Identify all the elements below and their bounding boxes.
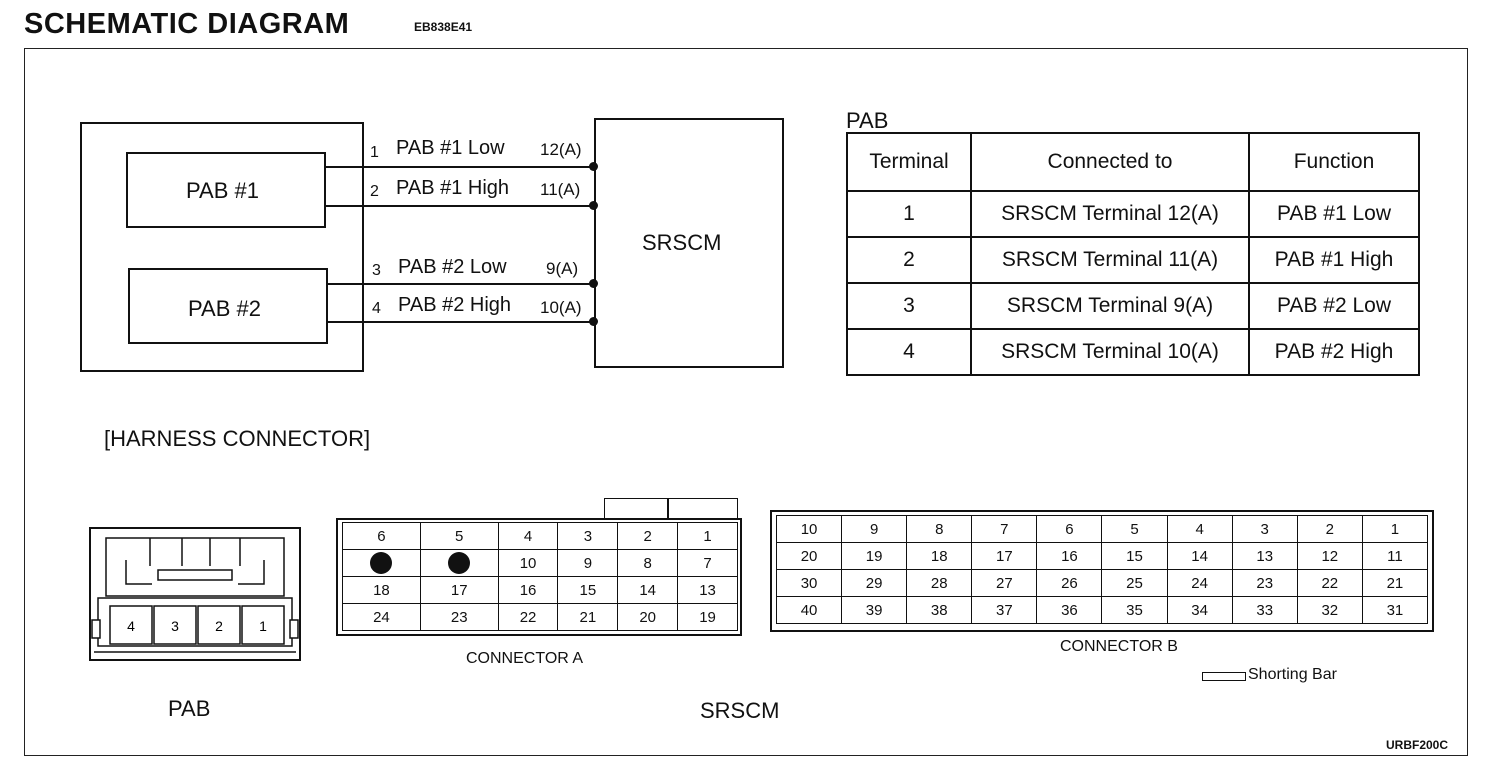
wire-4 bbox=[328, 321, 594, 323]
header-function: Function bbox=[1249, 133, 1419, 191]
connector-a-pin: 19 bbox=[678, 604, 738, 631]
pab2-box bbox=[128, 268, 328, 344]
pab-connector-drawing bbox=[88, 526, 304, 664]
connector-a-pin: 4 bbox=[498, 523, 558, 550]
connector-b-pin: 20 bbox=[777, 543, 842, 570]
connector-a-pin: 20 bbox=[618, 604, 678, 631]
wire-4-name: PAB #2 High bbox=[398, 294, 512, 316]
page-title: SCHEMATIC DIAGRAM bbox=[24, 8, 350, 40]
wire-1-terminal: 12(A) bbox=[540, 140, 582, 159]
wire-3 bbox=[328, 283, 594, 285]
connector-b-pin: 32 bbox=[1297, 597, 1362, 624]
pab1-box bbox=[126, 152, 326, 228]
connector-a-pin: 22 bbox=[498, 604, 558, 631]
connector-b-row bbox=[777, 570, 1428, 597]
terminal-cell: 1 bbox=[847, 191, 971, 237]
wire-2-name: PAB #1 High bbox=[396, 177, 510, 199]
wire-1-name: PAB #1 Low bbox=[396, 137, 505, 159]
connector-b-pin: 8 bbox=[907, 516, 972, 543]
connector-b-pin: 23 bbox=[1232, 570, 1297, 597]
connected-to-cell: SRSCM Terminal 11(A) bbox=[971, 237, 1249, 283]
connector-a-pin: 5 bbox=[420, 523, 498, 550]
wire-2-terminal: 11(A) bbox=[540, 180, 581, 199]
connector-a-pin: 24 bbox=[343, 604, 421, 631]
connector-b-pin: 17 bbox=[972, 543, 1037, 570]
figure-code: URBF200C bbox=[1386, 738, 1449, 752]
filled-pin-icon bbox=[370, 552, 392, 574]
document-code: EB838E41 bbox=[414, 20, 473, 34]
table-row bbox=[847, 191, 1419, 237]
connector-a-key-tab bbox=[604, 498, 738, 518]
table-row bbox=[847, 329, 1419, 375]
wire-4-terminal: 10(A) bbox=[540, 298, 582, 317]
connector-b-row bbox=[777, 543, 1428, 570]
connector-b-pin: 25 bbox=[1102, 570, 1167, 597]
wire-3-terminal: 9(A) bbox=[546, 259, 579, 278]
connected-to-cell: SRSCM Terminal 12(A) bbox=[971, 191, 1249, 237]
table-row bbox=[847, 283, 1419, 329]
function-cell: PAB #1 High bbox=[1249, 237, 1419, 283]
connector-b-pin: 21 bbox=[1362, 570, 1427, 597]
connector-a-pin: 3 bbox=[558, 523, 618, 550]
connector-b-pin: 18 bbox=[907, 543, 972, 570]
connector-a-pin: 7 bbox=[678, 550, 738, 577]
connector-a-pin: 13 bbox=[678, 577, 738, 604]
connector-b-pin: 4 bbox=[1167, 516, 1232, 543]
wire-3-terminal-dot bbox=[589, 279, 598, 288]
connector-b-pin: 11 bbox=[1362, 543, 1427, 570]
connector-b-pin-grid bbox=[776, 515, 1428, 624]
wire-3-number: 3 bbox=[372, 262, 381, 279]
connector-a-pin: 6 bbox=[343, 523, 421, 550]
connected-to-cell: SRSCM Terminal 10(A) bbox=[971, 329, 1249, 375]
connector-b-pin: 12 bbox=[1297, 543, 1362, 570]
connector-b-pin: 9 bbox=[842, 516, 907, 543]
table-header-row bbox=[847, 133, 1419, 191]
wire-1-number: 1 bbox=[370, 144, 379, 161]
shorting-bar-label: Shorting Bar bbox=[1248, 666, 1337, 683]
connector-b-label: CONNECTOR B bbox=[1060, 638, 1178, 655]
connected-to-cell: SRSCM Terminal 9(A) bbox=[971, 283, 1249, 329]
function-cell: PAB #2 High bbox=[1249, 329, 1419, 375]
pab2-label: PAB #2 bbox=[188, 296, 261, 321]
srscm-box bbox=[594, 118, 784, 368]
wire-2-terminal-dot bbox=[589, 201, 598, 210]
connector-b-pin: 31 bbox=[1362, 597, 1427, 624]
connector-b-pin: 34 bbox=[1167, 597, 1232, 624]
wire-1 bbox=[326, 166, 594, 168]
connector-b-pin: 39 bbox=[842, 597, 907, 624]
connector-a-pin: 23 bbox=[420, 604, 498, 631]
harness-connector-title: [HARNESS CONNECTOR] bbox=[104, 426, 371, 451]
table-row bbox=[847, 237, 1419, 283]
header-terminal: Terminal bbox=[847, 133, 971, 191]
terminal-cell: 2 bbox=[847, 237, 971, 283]
connector-b-pin: 15 bbox=[1102, 543, 1167, 570]
function-cell: PAB #2 Low bbox=[1249, 283, 1419, 329]
shorting-bar-symbol bbox=[1202, 672, 1246, 681]
connector-a-row bbox=[343, 550, 738, 577]
connector-a-pin: 17 bbox=[420, 577, 498, 604]
connector-b-pin: 37 bbox=[972, 597, 1037, 624]
connector-a-pin: 21 bbox=[558, 604, 618, 631]
connector-b-pin: 35 bbox=[1102, 597, 1167, 624]
connector-b-pin: 28 bbox=[907, 570, 972, 597]
connector-b-pin: 10 bbox=[777, 516, 842, 543]
wire-4-terminal-dot bbox=[589, 317, 598, 326]
pab-pin-4: 4 bbox=[127, 618, 135, 634]
connector-a-row bbox=[343, 523, 738, 550]
connector-b-row bbox=[777, 597, 1428, 624]
wire-2-number: 2 bbox=[370, 183, 379, 200]
connector-b-pin: 27 bbox=[972, 570, 1037, 597]
connector-a-pin: 10 bbox=[498, 550, 558, 577]
connector-a-pin: 9 bbox=[558, 550, 618, 577]
connector-b-pin: 16 bbox=[1037, 543, 1102, 570]
connector-a-pin: 1 bbox=[678, 523, 738, 550]
connector-a-pin-grid bbox=[342, 522, 738, 631]
connector-b-pin: 13 bbox=[1232, 543, 1297, 570]
pab-pin-1: 1 bbox=[259, 618, 267, 634]
connector-b-pin: 5 bbox=[1102, 516, 1167, 543]
connector-b-pin: 36 bbox=[1037, 597, 1102, 624]
connector-b-pin: 22 bbox=[1297, 570, 1362, 597]
srscm-label: SRSCM bbox=[642, 230, 722, 255]
connector-b-pin: 1 bbox=[1362, 516, 1427, 543]
connector-a-pin: 15 bbox=[558, 577, 618, 604]
pab-table-title: PAB bbox=[846, 108, 889, 133]
connector-b-pin: 7 bbox=[972, 516, 1037, 543]
connector-a-row bbox=[343, 577, 738, 604]
wire-3-name: PAB #2 Low bbox=[398, 256, 507, 278]
pab-pin-2: 2 bbox=[215, 618, 223, 634]
function-cell: PAB #1 Low bbox=[1249, 191, 1419, 237]
connector-b-pin: 14 bbox=[1167, 543, 1232, 570]
wire-1-terminal-dot bbox=[589, 162, 598, 171]
connector-a-filled-pin bbox=[420, 550, 498, 577]
connector-a-row bbox=[343, 604, 738, 631]
connector-b-pin: 29 bbox=[842, 570, 907, 597]
connector-a-pin: 14 bbox=[618, 577, 678, 604]
connector-a-pin: 18 bbox=[343, 577, 421, 604]
connector-b-pin: 2 bbox=[1297, 516, 1362, 543]
connector-b-pin: 24 bbox=[1167, 570, 1232, 597]
connector-b-pin: 6 bbox=[1037, 516, 1102, 543]
connector-b-row bbox=[777, 516, 1428, 543]
srscm-connector-label: SRSCM bbox=[700, 698, 780, 723]
terminal-cell: 3 bbox=[847, 283, 971, 329]
connector-a-label: CONNECTOR A bbox=[466, 650, 584, 667]
connector-b-pin: 19 bbox=[842, 543, 907, 570]
pab-terminal-table bbox=[846, 132, 1420, 376]
pab-pin-3: 3 bbox=[171, 618, 179, 634]
header-connected-to: Connected to bbox=[971, 133, 1249, 191]
connector-a-pin: 16 bbox=[498, 577, 558, 604]
connector-b-pin: 26 bbox=[1037, 570, 1102, 597]
connector-b-pin: 38 bbox=[907, 597, 972, 624]
wire-2 bbox=[326, 205, 594, 207]
connector-a-pin: 2 bbox=[618, 523, 678, 550]
filled-pin-icon bbox=[448, 552, 470, 574]
connector-a-pin: 8 bbox=[618, 550, 678, 577]
connector-b-pin: 30 bbox=[777, 570, 842, 597]
terminal-cell: 4 bbox=[847, 329, 971, 375]
pab1-label: PAB #1 bbox=[186, 178, 259, 203]
wire-4-number: 4 bbox=[372, 300, 381, 317]
pab-connector-label: PAB bbox=[168, 696, 211, 721]
connector-b-pin: 3 bbox=[1232, 516, 1297, 543]
connector-b-pin: 40 bbox=[777, 597, 842, 624]
connector-a-filled-pin bbox=[343, 550, 421, 577]
connector-b-pin: 33 bbox=[1232, 597, 1297, 624]
